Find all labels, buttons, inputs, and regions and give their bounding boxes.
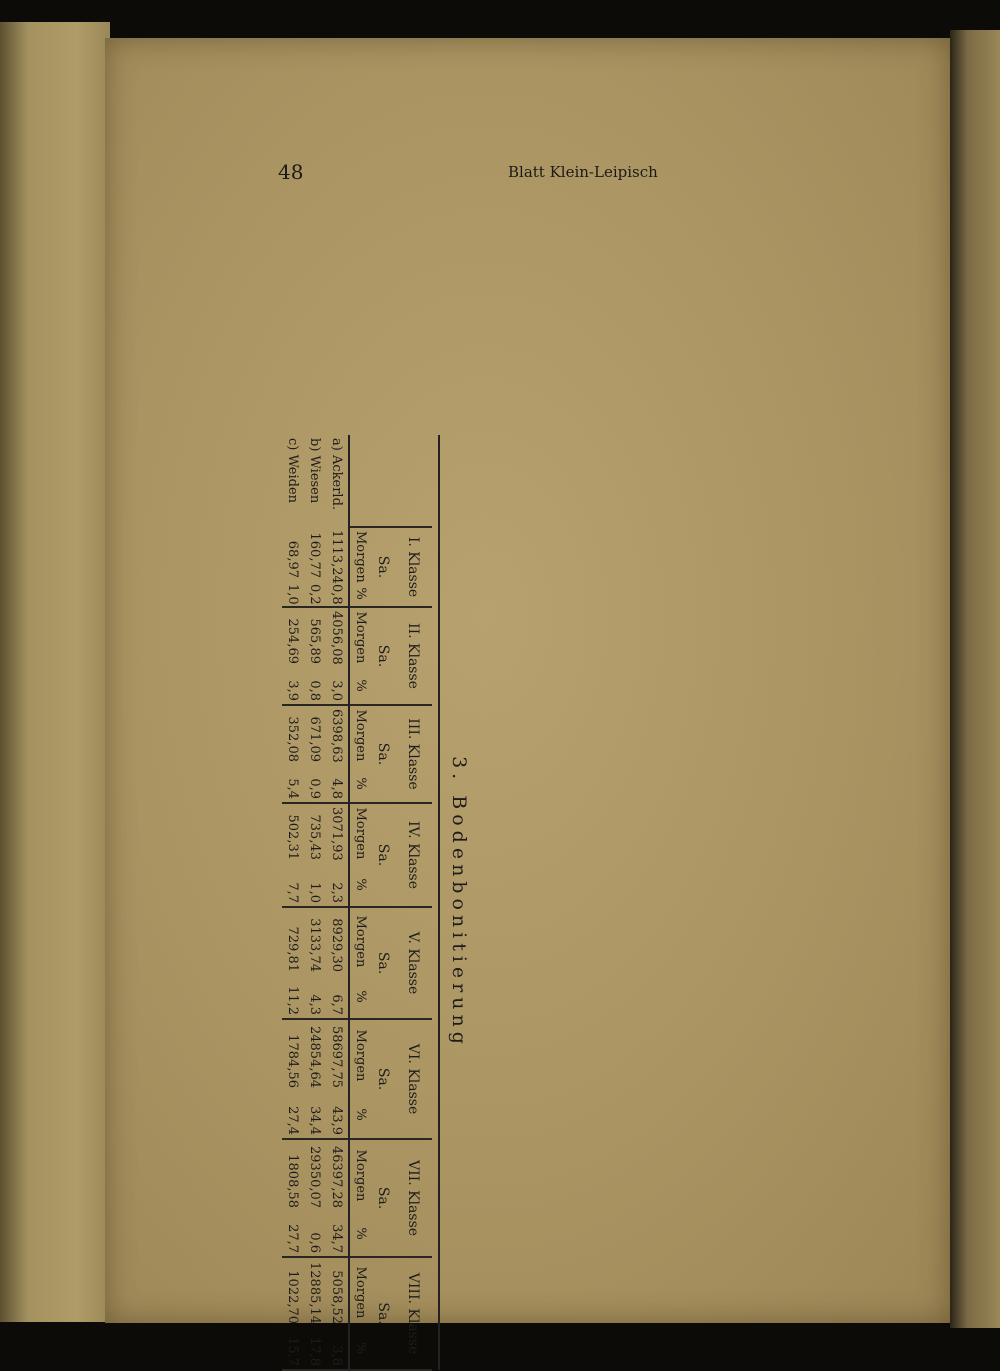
book-edge-right [950,30,1000,1328]
cell-percent: 0,2 [304,581,326,607]
cell-percent: 0,8 [326,581,349,607]
unit-percent: % [349,975,372,1019]
cell-percent: 27,7 [282,1211,304,1257]
cell-percent: 5,4 [282,765,304,803]
class-header: II. Klasse [394,607,432,705]
cell-morgen: 254,69 [285,618,301,664]
cell-percent: 11,2 [282,975,304,1019]
sum-label: Sa. [372,1139,394,1257]
cell-morgen: 3071,93 [329,807,345,861]
cell-percent: 0,6 [304,1211,326,1257]
unit-morgen: Morgen [349,1139,372,1211]
unit-percent: % [349,765,372,803]
cell-percent: 3,9 [282,667,304,705]
cell-percent: 27,4 [282,1091,304,1139]
class-header: IV. Klasse [394,803,432,907]
cell-morgen: 160,77 [307,532,323,578]
class-header: VI. Klasse [394,1019,432,1139]
cell-morgen: 5058,52 [329,1270,345,1325]
unit-morgen: Morgen [349,907,372,975]
rotated-table-block [230,435,470,1370]
cell-morgen: 1808,58 [285,1154,301,1209]
unit-percent: % [349,1091,372,1139]
cell-morgen: 46397,28 [329,1146,345,1209]
unit-percent: % [349,1327,372,1370]
cell-morgen: 729,81 [285,926,301,972]
cell-percent: 4,8 [326,765,349,803]
cell-percent: 3,8 [326,1327,349,1370]
unit-morgen: Morgen [349,1257,372,1327]
row-label: b) Wiesen [307,438,323,504]
cell-percent: 0,8 [304,667,326,705]
unit-morgen: Morgen [349,705,372,765]
soil-classification-table [282,435,432,1371]
cell-morgen: 1022,70 [285,1270,301,1325]
sum-label: Sa. [372,803,394,907]
cell-morgen: 1113,24 [329,530,345,584]
table-row [326,435,349,1370]
cell-morgen: 565,89 [307,618,323,664]
sum-label-row [372,435,394,1370]
unit-percent: % [349,1211,372,1257]
cell-percent: 1,0 [304,863,326,907]
cell-percent: 0,9 [304,765,326,803]
sum-label: Sa. [372,907,394,1019]
facing-page-edge [0,22,110,1322]
cell-morgen: 68,97 [285,540,301,578]
cell-percent: 7,7 [282,863,304,907]
sum-label: Sa. [372,1257,394,1370]
cell-percent: 43,9 [326,1091,349,1139]
cell-morgen: 502,31 [285,814,301,860]
cell-morgen: 671,09 [307,716,323,762]
unit-percent: % [349,667,372,705]
cell-morgen: 4056,08 [329,611,345,665]
class-header-row [394,435,432,1370]
page-header [250,160,670,190]
table-title: 3. Bodenbonitierung [448,756,470,1049]
cell-percent: 4,3 [304,975,326,1019]
cell-morgen: 58697,75 [329,1025,345,1089]
table-row [282,435,304,1370]
class-header: V. Klasse [394,907,432,1019]
page-number: 48 [278,160,304,184]
class-header: VII. Klasse [394,1139,432,1257]
cell-morgen: 12885,14 [307,1262,323,1325]
cell-percent: 1,0 [282,581,304,607]
class-header: III. Klasse [394,705,432,803]
cell-percent: 34,4 [304,1091,326,1139]
unit-morgen: Morgen [349,1019,372,1091]
class-header: I. Klasse [394,527,432,607]
unit-morgen: Morgen [349,803,372,863]
sum-label: Sa. [372,607,394,705]
running-title: Blatt Klein-Leipisch [508,163,658,181]
cell-morgen: 735,43 [307,814,323,860]
header-corner [394,435,432,527]
unit-percent: % [349,581,372,607]
cell-morgen: 1784,56 [285,1034,301,1089]
unit-morgen: Morgen [349,607,372,667]
title-rule [438,435,440,1370]
sum-corner [372,435,394,527]
cell-morgen: 6398,63 [329,709,345,763]
cell-morgen: 24854,64 [307,1025,323,1089]
row-label: c) Weiden [285,438,301,504]
cell-percent: 3,0 [326,667,349,705]
class-header: VIII. Klasse [394,1257,432,1370]
unit-row [349,435,372,1370]
sum-label: Sa. [372,1019,394,1139]
cell-percent: 34,7 [326,1211,349,1257]
cell-percent: 6,7 [326,975,349,1019]
cell-morgen: 8929,30 [329,918,345,972]
cell-morgen: 352,08 [285,716,301,762]
unit-percent: % [349,863,372,907]
cell-percent: 17,8 [304,1327,326,1370]
cell-percent: 2,3 [326,863,349,907]
unit-morgen: Morgen [349,527,372,581]
sum-label: Sa. [372,527,394,607]
cell-morgen: 29350,07 [307,1146,323,1209]
unit-corner [349,435,372,527]
table-row [304,435,326,1370]
sum-label: Sa. [372,705,394,803]
row-label: a) Ackerld. [329,438,345,511]
cell-morgen: 3133,74 [307,918,323,972]
cell-percent: 15,7 [282,1327,304,1370]
